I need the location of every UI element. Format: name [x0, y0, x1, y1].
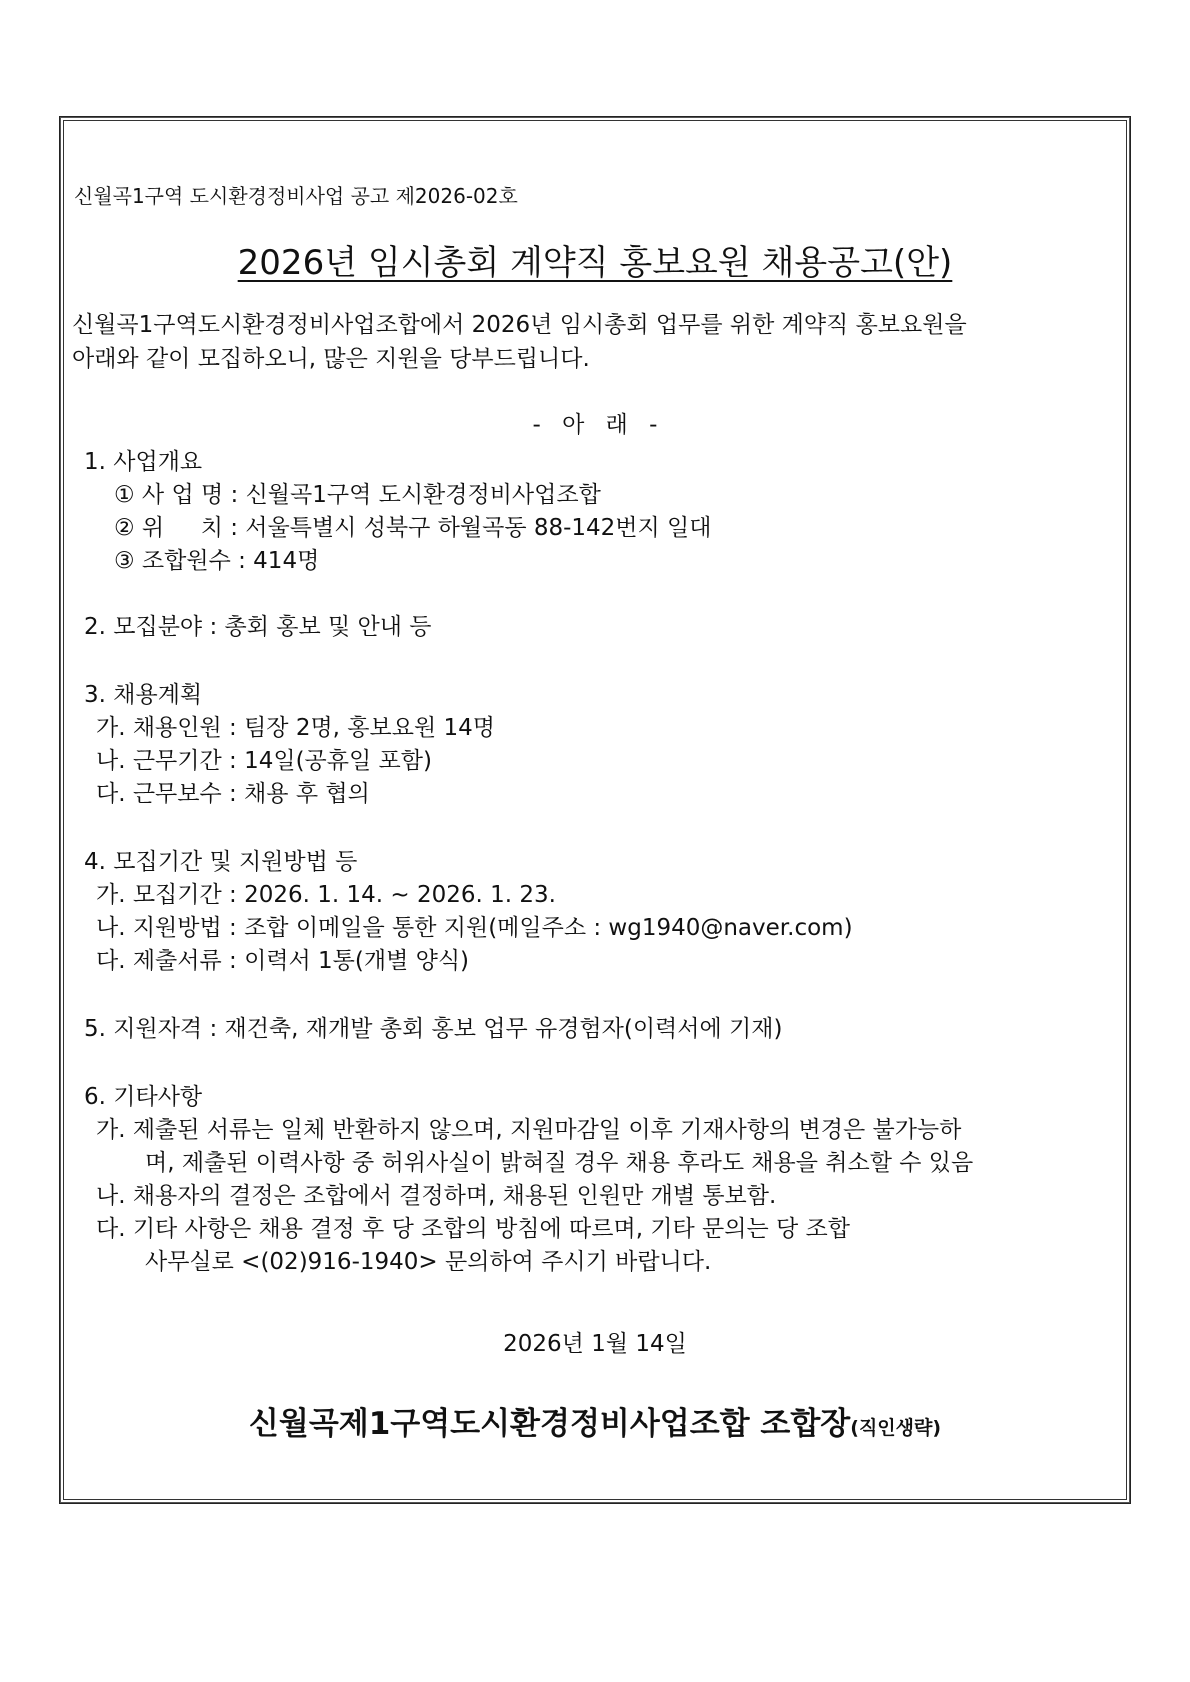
section-4-item: 나. 지원방법 : 조합 이메일을 통한 지원(메일주소 : wg1940@naver.com) [96, 915, 853, 941]
signer-line [0, 1398, 1190, 1443]
section-5-heading: 5. 지원자격 : 재건축, 재개발 총회 홍보 업무 유경험자(이력서에 기재) [84, 1016, 783, 1042]
section-3-item: 나. 근무기간 : 14일(공휴일 포함) [96, 748, 432, 774]
section-3-heading: 3. 채용계획 [84, 682, 203, 708]
intro-line-2: 아래와 같이 모집하오니, 많은 지원을 당부드립니다. [72, 346, 590, 372]
section-1-item: ③ 조합원수 : 414명 [114, 548, 320, 574]
section-6-item-continued: 며, 제출된 이력사항 중 허위사실이 밝혀질 경우 채용 후라도 채용을 취소할 수 있음 [145, 1150, 974, 1176]
section-4-item: 다. 제출서류 : 이력서 1통(개별 양식) [96, 948, 470, 974]
section-6-item: 다. 기타 사항은 채용 결정 후 당 조합의 방침에 따르며, 기타 문의는 당 조합 [96, 1216, 850, 1242]
section-6-item: 나. 채용자의 결정은 조합에서 결정하며, 채용된 인원만 개별 통보함. [96, 1183, 777, 1209]
section-1-heading: 1. 사업개요 [84, 449, 203, 475]
section-4-heading: 4. 모집기간 및 지원방법 등 [84, 849, 358, 875]
section-3-item: 가. 채용인원 : 팀장 2명, 홍보요원 14명 [96, 715, 495, 741]
section-6-heading: 6. 기타사항 [84, 1084, 203, 1110]
section-4-item: 가. 모집기간 : 2026. 1. 14. ~ 2026. 1. 23. [96, 882, 556, 908]
signer-name: 신월곡제1구역도시환경정비사업조합 조합장 [248, 1406, 851, 1442]
section-2-heading: 2. 모집분야 : 총회 홍보 및 안내 등 [84, 614, 432, 640]
section-3-item: 다. 근무보수 : 채용 후 협의 [96, 781, 370, 807]
seal-note: (직인생략) [850, 1417, 942, 1439]
section-6-item-continued: 사무실로 <(02)916-1940> 문의하여 주시기 바랍니다. [145, 1249, 712, 1275]
ahrae-heading: - 아 래 - [532, 412, 658, 438]
document-title: 2026년 임시총회 계약직 홍보요원 채용공고(안) [237, 243, 953, 283]
section-1-item: ② 위 치 : 서울특별시 성북구 하월곡동 88-142번지 일대 [114, 515, 712, 541]
section-1-item: ① 사 업 명 : 신월곡1구역 도시환경정비사업조합 [114, 482, 601, 508]
closing-date: 2026년 1월 14일 [503, 1331, 687, 1357]
intro-line-1: 신월곡1구역도시환경정비사업조합에서 2026년 임시총회 업무를 위한 계약직 홍보요원을 [72, 312, 967, 338]
notice-number: 신월곡1구역 도시환경정비사업 공고 제2026-02호 [74, 184, 518, 208]
intro-paragraph [72, 308, 1132, 376]
section-6-item: 가. 제출된 서류는 일체 반환하지 않으며, 지원마감일 이후 기재사항의 변경은 불가능하 [96, 1117, 962, 1143]
